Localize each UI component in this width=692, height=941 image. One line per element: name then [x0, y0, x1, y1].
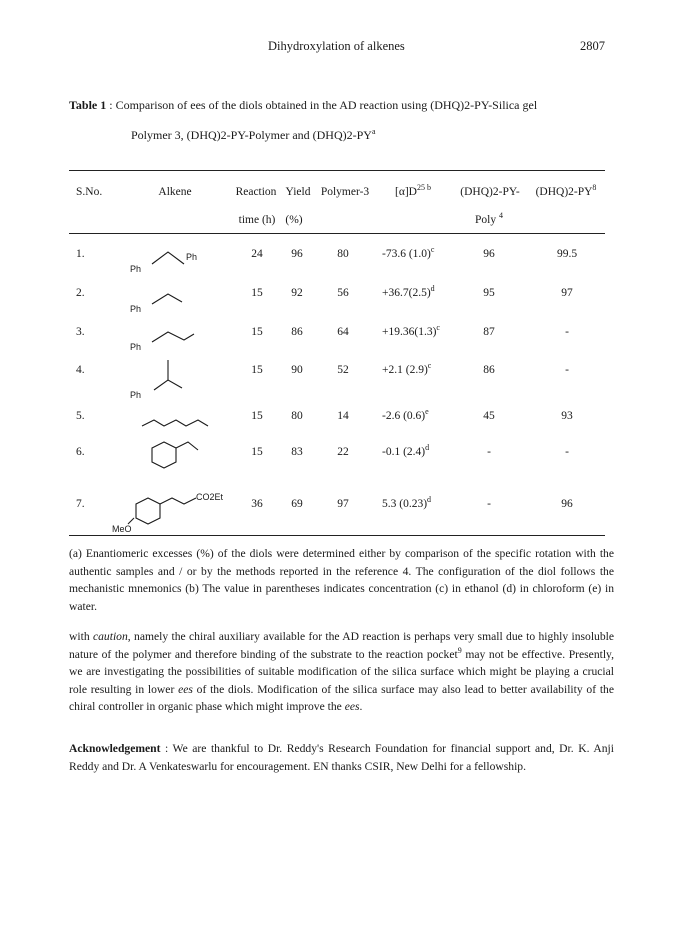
cell-rotation-sup: d [425, 443, 430, 453]
cell-rotation [382, 284, 435, 299]
col-rotation-sup: 25 b [417, 183, 431, 193]
cell-polymer3 [337, 410, 349, 422]
cell-poly4 [487, 446, 491, 458]
table-footnote: (a) Enantiomeric excesses (%) of the diols were determined either by comparison of the specific rotation with the authentic samples and / or by the methods reported in the reference 4. The configuration of the diol follows the mechanistic mnemonics (b) The value in parentheses indicates concentration (c) in ethanol (d) in chloroform (e) in water. [69, 547, 614, 613]
col-poly4-2-label: Poly [475, 214, 497, 226]
cell-sno-value: 6. [76, 446, 85, 458]
cell-sno-value: 2. [76, 287, 85, 299]
col-alkene: Alkene [158, 186, 192, 198]
col-poly4-2 [475, 211, 503, 226]
p1-ees2: ees [344, 700, 360, 714]
structure-ph-label: Ph [130, 342, 142, 352]
cell-polymer3-value: 56 [337, 287, 349, 299]
col-rotation-label: [α]D [395, 186, 417, 198]
cinnamate-structure [112, 486, 242, 536]
cell-rotation [382, 245, 435, 260]
cell-sno [76, 498, 85, 510]
cell-py8 [561, 498, 573, 510]
cell-poly4 [483, 326, 495, 338]
cell-rotation-sup: d [430, 284, 435, 294]
cell-rotation-sup: c [430, 245, 435, 255]
cell-poly4-value: - [487, 446, 491, 458]
cell-time [251, 326, 263, 338]
cell-sno-value: 7. [76, 498, 85, 510]
cell-rotation [382, 443, 430, 458]
cell-rotation [382, 323, 440, 338]
cell-py8-value: - [565, 446, 569, 458]
cell-yield [291, 364, 303, 376]
table-header-rule [69, 233, 605, 234]
structure-ph-label: Ph [130, 304, 142, 314]
cell-time [251, 410, 263, 422]
p1-caution: caution [92, 630, 128, 643]
cell-sno-value: 4. [76, 364, 85, 376]
cell-poly4-value: 45 [483, 410, 495, 422]
cell-yield [291, 446, 303, 458]
cell-rotation-sup: d [427, 495, 432, 505]
cell-time-value: 15 [251, 364, 263, 376]
cell-polymer3 [337, 364, 349, 376]
cell-polymer3 [337, 287, 349, 299]
cell-rotation [382, 361, 432, 376]
cell-sno [76, 287, 85, 299]
cell-poly4 [483, 364, 495, 376]
cell-time-value: 15 [251, 287, 263, 299]
cell-yield-value: 86 [291, 326, 303, 338]
page-number: 2807 [580, 39, 605, 53]
cell-py8-value: - [565, 364, 569, 376]
cell-polymer3-value: 64 [337, 326, 349, 338]
ack-label: Acknowledgement [69, 742, 161, 755]
cell-time-value: 15 [251, 326, 263, 338]
cell-polymer3 [337, 248, 349, 260]
cell-poly4 [483, 287, 495, 299]
col-yield-unit: (%) [285, 214, 303, 226]
styrene-structure [128, 280, 198, 320]
cell-py8 [565, 326, 569, 338]
cell-sno [76, 410, 85, 422]
cell-yield-value: 69 [291, 498, 303, 510]
cell-py8 [565, 446, 569, 458]
structure-ph-label: Ph [130, 390, 142, 400]
cell-yield-value: 83 [291, 446, 303, 458]
cell-rotation-value: -2.6 (0.6) [382, 410, 426, 422]
p1-ees1: ees [178, 682, 193, 696]
cell-polymer3-value: 52 [337, 364, 349, 376]
p1-a: , namely the chiral auxiliary available for the AD reaction is perhaps very small due to highly insoluble nature of the polymer and therefore binding of the substrate to the reaction pocket [69, 630, 614, 661]
cell-rotation-value: +2.1 (2.9) [382, 364, 428, 376]
col-yield: Yield [285, 186, 311, 198]
cell-sno [76, 364, 85, 376]
col-poly4: (DHQ)2-PY- [460, 186, 520, 198]
cell-sno [76, 248, 85, 260]
caption-line-1: : Comparison of ees of the diols obtained in the AD reaction using (DHQ)2-PY-Silica gel [106, 98, 538, 112]
cell-py8-value: 97 [561, 287, 573, 299]
cell-rotation-value: +19.36(1.3) [382, 326, 437, 338]
cell-py8 [561, 287, 573, 299]
cell-yield [291, 287, 303, 299]
cell-polymer3-value: 14 [337, 410, 349, 422]
cell-rotation [382, 495, 432, 510]
cell-rotation-sup: c [436, 323, 440, 333]
cell-rotation-sup: c [427, 361, 432, 371]
stilbene-structure [128, 240, 218, 280]
cell-py8-value: 99.5 [556, 248, 578, 260]
structure-ph-label: Ph [130, 264, 142, 274]
cell-sno [76, 446, 85, 458]
cell-sno-value: 5. [76, 410, 85, 422]
cell-sno-value: 1. [76, 248, 85, 260]
col-py8 [535, 183, 597, 198]
cell-poly4-value: 96 [483, 248, 495, 260]
cell-poly4 [487, 498, 491, 510]
cell-time [251, 446, 263, 458]
cell-rotation-value: -73.6 (1.0) [382, 248, 431, 260]
acknowledgement [69, 740, 614, 775]
cell-rotation-value: 5.3 (0.23) [382, 498, 428, 510]
p1-c: of the diols. Modification of the silica surface may also lead to better availability of the chiral controller in organic phase which might improve the [69, 682, 615, 714]
cell-poly4-value: 86 [483, 364, 495, 376]
cell-py8-value: 93 [561, 410, 573, 422]
caption-line-2: Polymer 3, (DHQ)2-PY-Polymer and (DHQ)2-PY [131, 128, 372, 142]
structure-meo-label: MeO [112, 524, 132, 534]
cell-yield [291, 248, 303, 260]
cell-poly4-value: 95 [483, 287, 495, 299]
cell-rotation-value: +36.7(2.5) [382, 287, 431, 299]
cell-time [251, 248, 263, 260]
col-reaction: Reaction [235, 186, 277, 198]
col-poly4-sup: 4 [498, 211, 503, 221]
table-top-rule [69, 170, 605, 171]
cell-py8-value: - [565, 326, 569, 338]
cell-yield [291, 410, 303, 422]
cell-polymer3 [337, 326, 349, 338]
cell-polymer3-value: 97 [337, 498, 349, 510]
cell-time-value: 24 [251, 248, 263, 260]
col-reaction-unit: time (h) [238, 214, 276, 226]
alpha-methylstyrene-structure [128, 356, 198, 402]
caption-line-2-wrap [131, 128, 376, 143]
p1-ref: 9 [457, 645, 462, 655]
cell-yield-value: 80 [291, 410, 303, 422]
cell-time-value: 15 [251, 446, 263, 458]
cell-sno-value: 3. [76, 326, 85, 338]
structure-ph-label: Ph [186, 252, 198, 262]
cell-polymer3 [337, 498, 349, 510]
cell-py8 [561, 410, 573, 422]
cell-poly4 [483, 410, 495, 422]
cell-py8-value: 96 [561, 498, 573, 510]
cell-sno [76, 326, 85, 338]
table-caption [69, 98, 537, 113]
cell-time [251, 364, 263, 376]
cell-poly4-value: 87 [483, 326, 495, 338]
cell-py8 [565, 364, 569, 376]
col-polymer3: Polymer-3 [320, 186, 370, 198]
cell-time [251, 498, 263, 510]
cell-time-value: 15 [251, 410, 263, 422]
p1-end: . [359, 700, 363, 714]
cell-yield-value: 90 [291, 364, 303, 376]
col-py8-label: (DHQ)2-PY [535, 186, 593, 198]
cell-poly4-value: - [487, 498, 491, 510]
cell-yield [291, 498, 303, 510]
cell-py8 [557, 248, 577, 260]
cell-time [251, 287, 263, 299]
body-paragraph [69, 628, 614, 716]
cell-poly4 [483, 248, 495, 260]
col-py8-sup: 8 [592, 183, 597, 193]
cell-polymer3 [337, 446, 349, 458]
cell-rotation [382, 407, 429, 422]
cell-rotation-sup: e [425, 407, 429, 417]
col-sno: S.No. [76, 186, 103, 198]
caption-sup: a [371, 127, 376, 136]
p1-b: may not be effective. Presently, we are investigating the possibilities of suitable modification of the silica surface which might be playing a crucial role resulting in lower [69, 647, 614, 696]
structure-co2et-label: CO2Et [196, 492, 224, 502]
p1-start: with [69, 630, 93, 643]
methylstyrene-structure [128, 318, 208, 358]
cell-polymer3-value: 80 [337, 248, 349, 260]
cell-rotation-value: -0.1 (2.4) [382, 446, 426, 458]
vinylcyclohexane-structure [140, 438, 220, 478]
decene-structure [140, 410, 220, 434]
col-rotation [395, 183, 431, 198]
cell-yield-value: 96 [291, 248, 303, 260]
ack-text: : We are thankful to Dr. Reddy's Research Foundation for financial support and, Dr. K. Anji Reddy and Dr. A Venkateswarlu for encouragement. EN thanks CSIR, New Delhi for a fellowship. [69, 742, 614, 773]
cell-yield [291, 326, 303, 338]
table-label: Table 1 [69, 98, 107, 112]
cell-time-value: 36 [251, 498, 263, 510]
running-header: Dihydroxylation of alkenes [268, 39, 405, 53]
cell-yield-value: 92 [291, 287, 303, 299]
cell-polymer3-value: 22 [337, 446, 349, 458]
